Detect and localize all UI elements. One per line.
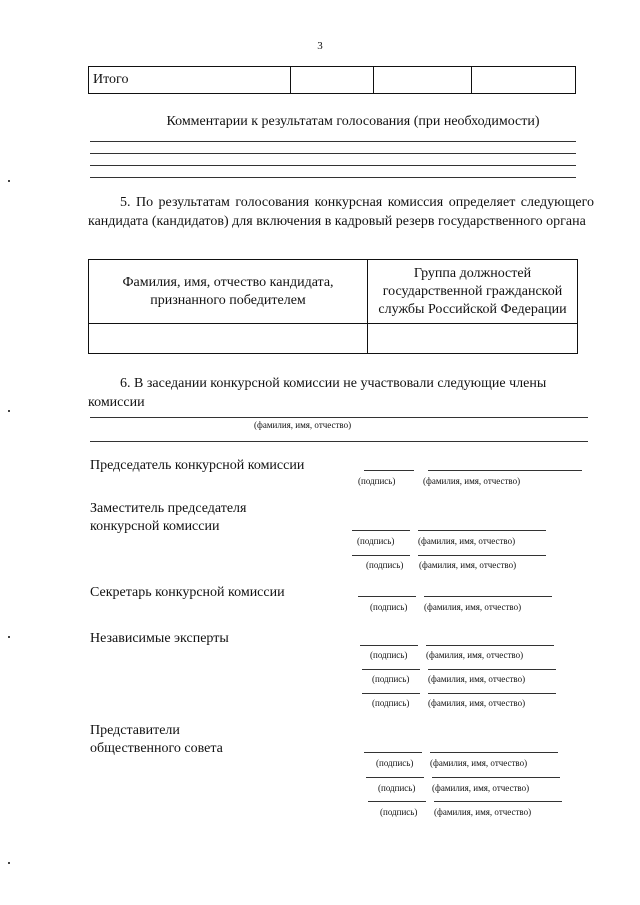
expert-2-name-line [428, 669, 556, 670]
expert-1-name-line [426, 645, 554, 646]
scan-speck [8, 862, 10, 864]
public-council-label-line-2: общественного совета [90, 741, 223, 756]
secretary-name-line [424, 596, 552, 597]
deputy-1-name-caption: (фамилия, имя, отчество) [418, 536, 516, 546]
public-3-name-caption: (фамилия, имя, отчество) [434, 807, 532, 817]
secretary-name-caption: (фамилия, имя, отчество) [424, 602, 522, 612]
comment-line-1 [90, 141, 576, 142]
chair-label: Председатель конкурсной комиссии [90, 458, 305, 473]
expert-3-name-line [428, 693, 556, 694]
public-1-sign-caption: (подпись) [376, 758, 414, 768]
winner-table-header-row [89, 260, 578, 324]
public-2-name-line [432, 777, 560, 778]
absent-members-line-1 [90, 417, 588, 418]
scan-speck [8, 636, 10, 638]
absent-members-line-2 [90, 441, 588, 442]
public-2-signature-line [366, 777, 424, 778]
deputy-chair-label-line-1: Заместитель председателя [90, 501, 247, 516]
expert-2-signature-line [362, 669, 420, 670]
deputy-2-name-line [418, 555, 546, 556]
chair-name-caption: (фамилия, имя, отчество) [423, 476, 521, 486]
chair-signature-line [364, 470, 414, 471]
comment-line-3 [90, 165, 576, 166]
secretary-sign-caption: (подпись) [370, 602, 408, 612]
deputy-2-signature-line [352, 555, 410, 556]
expert-3-name-caption: (фамилия, имя, отчество) [428, 698, 526, 708]
public-council-label-line-1: Представители [90, 723, 180, 738]
public-1-name-line [430, 752, 558, 753]
comments-title: Комментарии к результатам голосования (при необходимости) [166, 114, 540, 129]
experts-label: Независимые эксперты [90, 631, 229, 646]
secretary-label: Секретарь конкурсной комиссии [90, 585, 285, 600]
totals-cell-1 [291, 67, 374, 94]
totals-cell-3 [472, 67, 576, 94]
deputy-1-signature-line [352, 530, 410, 531]
expert-3-sign-caption: (подпись) [372, 698, 410, 708]
totals-cell-2 [374, 67, 472, 94]
expert-1-sign-caption: (подпись) [370, 650, 408, 660]
page-number: 3 [317, 40, 323, 52]
winner-cell-name [89, 324, 368, 354]
public-2-sign-caption: (подпись) [378, 783, 416, 793]
public-1-signature-line [364, 752, 422, 753]
winner-cell-group [368, 324, 578, 354]
scan-speck [8, 410, 10, 412]
winner-header-name: Фамилия, имя, отчество кандидата, признанного победителем [89, 260, 368, 324]
expert-2-sign-caption: (подпись) [372, 674, 410, 684]
deputy-2-sign-caption: (подпись) [366, 560, 404, 570]
winner-table [88, 259, 578, 354]
section-5-paragraph: 5. По результатам голосования конкурсная комиссия определяет следующего кандидата (кандидатов) для включения в кадровый резерв государственного органа [88, 195, 594, 229]
winner-table-row [89, 324, 578, 354]
deputy-2-name-caption: (фамилия, имя, отчество) [419, 560, 517, 570]
public-3-signature-line [368, 801, 426, 802]
public-1-name-caption: (фамилия, имя, отчество) [430, 758, 528, 768]
comment-line-4 [90, 177, 576, 178]
winner-header-group: Группа должностей государственной гражданской службы Российской Федерации [368, 260, 578, 324]
absent-members-caption: (фамилия, имя, отчество) [254, 420, 352, 430]
totals-row [89, 67, 576, 94]
deputy-1-sign-caption: (подпись) [357, 536, 395, 546]
public-3-sign-caption: (подпись) [380, 807, 418, 817]
expert-1-name-caption: (фамилия, имя, отчество) [426, 650, 524, 660]
expert-3-signature-line [362, 693, 420, 694]
expert-2-name-caption: (фамилия, имя, отчество) [428, 674, 526, 684]
comment-line-2 [90, 153, 576, 154]
deputy-chair-label-line-2: конкурсной комиссии [90, 519, 220, 534]
chair-sign-caption: (подпись) [358, 476, 396, 486]
public-3-name-line [434, 801, 562, 802]
deputy-1-name-line [418, 530, 546, 531]
section-6-paragraph: 6. В заседании конкурсной комиссии не участвовали следующие члены комиссии [88, 376, 547, 410]
expert-1-signature-line [360, 645, 418, 646]
totals-table [88, 66, 576, 94]
scan-speck [8, 180, 10, 182]
public-2-name-caption: (фамилия, имя, отчество) [432, 783, 530, 793]
secretary-signature-line [358, 596, 416, 597]
chair-name-line [428, 470, 582, 471]
totals-label: Итого [89, 67, 291, 94]
